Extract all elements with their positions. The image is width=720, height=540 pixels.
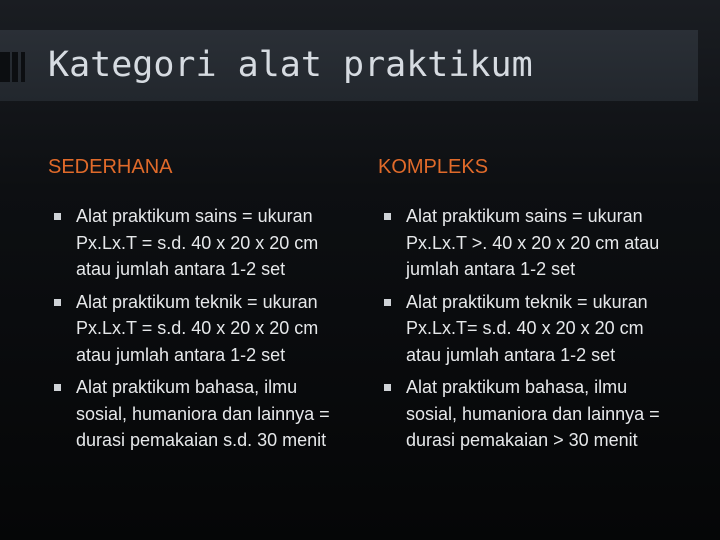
bullet-list [48,203,348,454]
column-sederhana [48,152,348,460]
list-item-text: Alat praktikum teknik = ukuran Px.Lx.T = s.d. 40 x 20 x 20 cm atau jumlah antara 1-2 set [76,291,319,365]
accent-bar [12,52,18,82]
list-item [48,203,346,283]
square-bullet-icon [384,384,391,391]
square-bullet-icon [384,299,391,306]
list-item-text: Alat praktikum teknik = ukuran Px.Lx.T= s.d. 40 x 20 x 20 cm atau jumlah antara 1-2 set [406,291,648,365]
column-heading: KOMPLEKS [378,156,489,178]
square-bullet-icon [54,299,61,306]
accent-bar [21,52,25,82]
list-item [48,374,346,454]
title-accent-bars [0,52,30,82]
column-kompleks [378,152,678,460]
list-item-text: Alat praktikum sains = ukuran Px.Lx.T >. 40 x 20 x 20 cm atau jumlah antara 1-2 set [406,206,660,279]
slide-title: Kategori alat praktikum [48,45,533,85]
bullet-list [378,203,678,454]
column-heading: SEDERHANA [48,156,173,178]
list-item [48,289,346,369]
list-item [378,289,678,369]
square-bullet-icon [384,213,391,220]
list-item-text: Alat praktikum bahasa, ilmu sosial, humaniora dan lainnya = durasi pemakaian > 30 menit [406,377,660,450]
list-item-text: Alat praktikum sains = ukuran Px.Lx.T = s.d. 40 x 20 x 20 cm atau jumlah antara 1-2 set [76,206,319,279]
list-item-text: Alat praktikum bahasa, ilmu sosial, humaniora dan lainnya = durasi pemakaian s.d. 30 menit [76,377,330,450]
list-item [378,374,678,454]
list-item [378,203,678,283]
square-bullet-icon [54,384,61,391]
square-bullet-icon [54,213,61,220]
accent-bar [0,52,10,82]
